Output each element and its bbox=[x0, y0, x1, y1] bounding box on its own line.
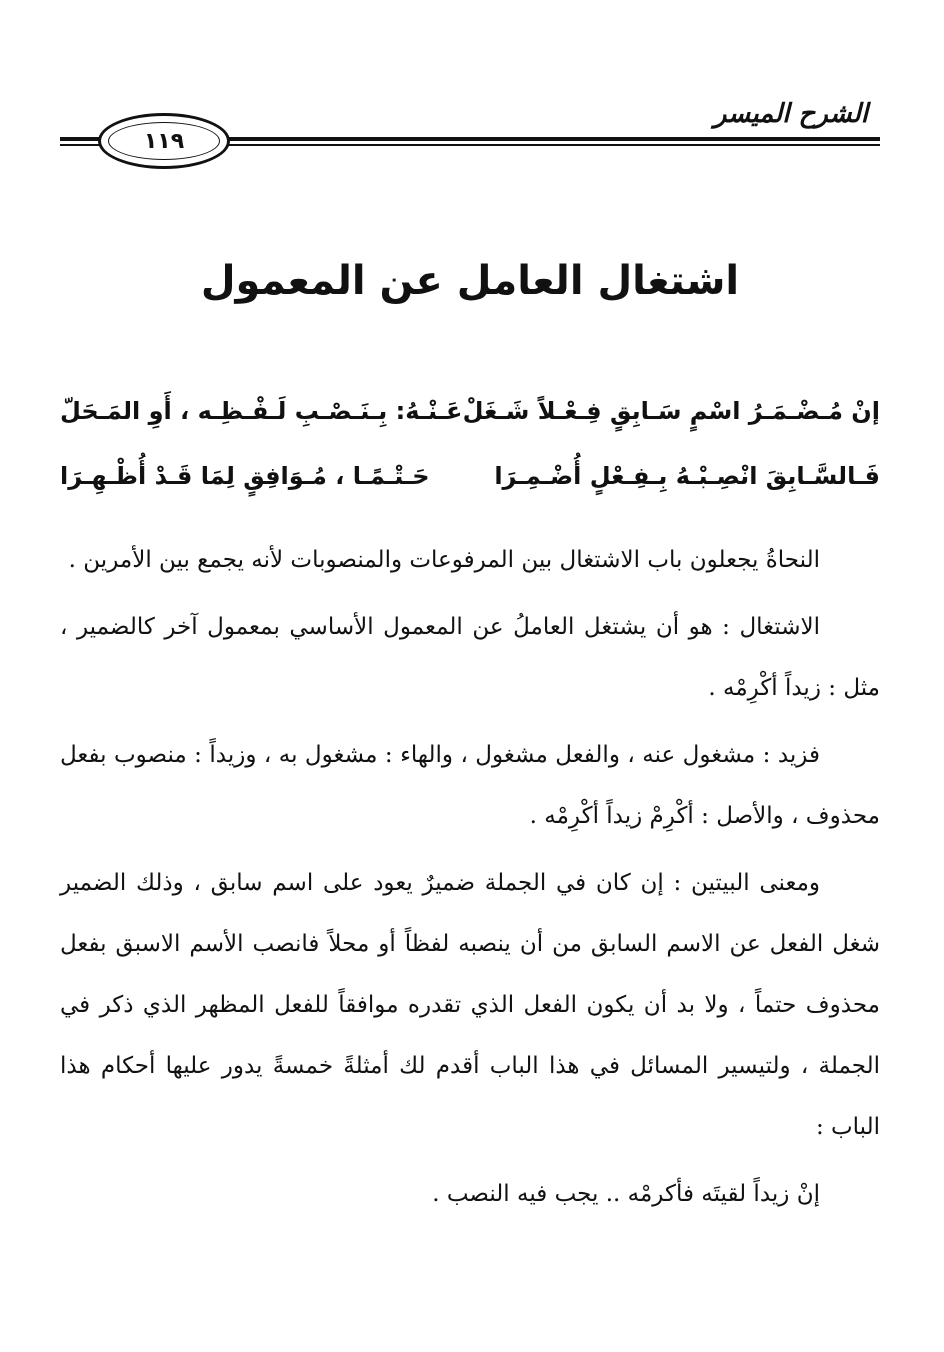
paragraph: النحاةُ يجعلون باب الاشتغال بين المرفوعات والمنصوبات لأنه يجمع بين الأمرين . bbox=[68, 547, 820, 573]
verse-first-hemistich: فَـالسَّـابِقَ انْصِـبْـهُ بِـفِـعْلٍ أُضْـمِـرَا bbox=[494, 462, 880, 490]
chapter-title: اشتغال العامل عن المعمول bbox=[200, 258, 740, 304]
paragraph: الاشتغال : هو أن يشتغل العاملُ عن المعمول الأساسي بمعمول آخر كالضمير ، مثل : زيداً أكْرِمْه . bbox=[60, 614, 880, 701]
page-number: ١١٩ bbox=[108, 122, 220, 160]
paragraph: ومعنى البيتين : إن كان في الجملة ضميرٌ يعود على اسم سابق ، وذلك الضمير شغل الفعل عن الاسم السابق من أن ينصبه لفظاً أو محلاً فانصب الأسم الاسبق بفعل محذوف حتماً ، ولا بد أن يكون الفعل الذي تقدره موافقاً للفعل المظهر الذي ذكر في الجملة ، ولتيسير المسائل في هذا الباب أقدم لك أمثلةً خمسةً يدور عليها أحكام هذا الباب : bbox=[60, 870, 880, 1140]
body-text bbox=[60, 530, 880, 1231]
verse-line bbox=[60, 462, 880, 490]
page-number-frame bbox=[98, 113, 230, 169]
running-title: الشرح الميسر bbox=[713, 99, 868, 129]
verse-line bbox=[60, 397, 880, 425]
paragraph: فزيد : مشغول عنه ، والفعل مشغول ، والهاء : مشغول به ، وزيداً : منصوب بفعل محذوف ، والأصل : أكْرِمْ زيداً أكْرِمْه . bbox=[60, 742, 880, 829]
page-header bbox=[60, 95, 880, 185]
verse-first-hemistich: إنْ مُـضْـمَـرُ اسْمٍ سَـابِقٍ فِـعْـلاً شَـغَلْ bbox=[462, 397, 880, 425]
verse-second-hemistich: عَـنْـهُ: بِـنَـصْـبِ لَـفْـظِـه ، أَوِ المَـحَلّ bbox=[60, 397, 463, 425]
paragraph: إنْ زيداً لقيتَه فأكرمْه .. يجب فيه النصب . bbox=[432, 1181, 820, 1207]
verse-second-hemistich: حَـتْـمًـا ، مُـوَافِقٍ لِمَا قَـدْ أُظْـهِـرَا bbox=[60, 462, 430, 490]
